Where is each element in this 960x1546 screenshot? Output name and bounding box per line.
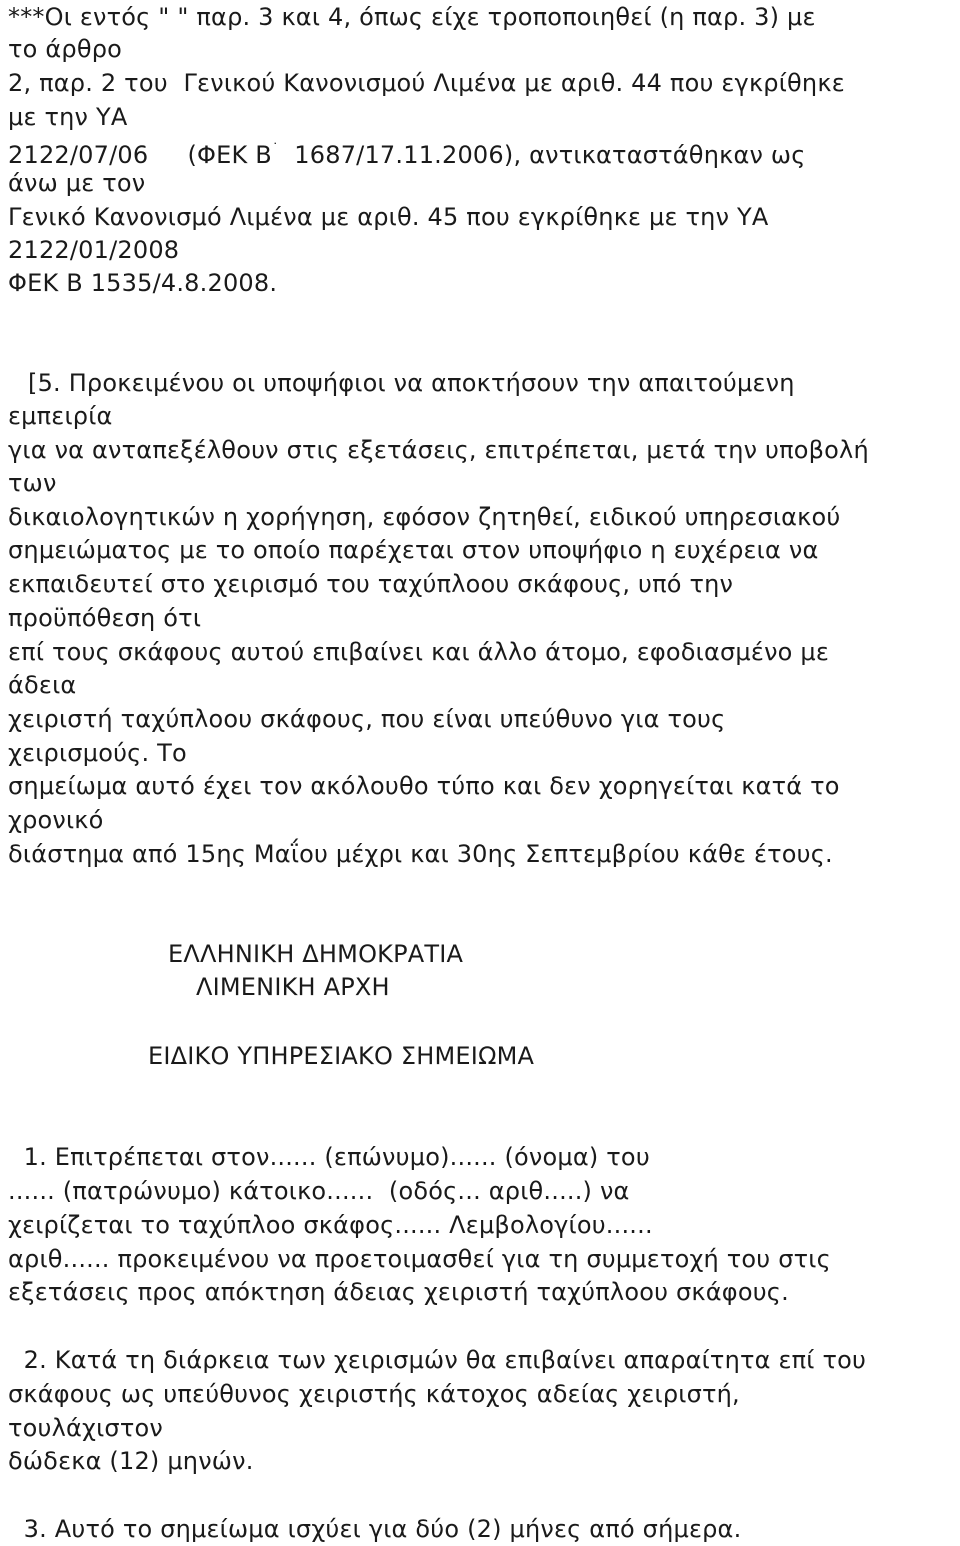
paragraph-line: διάστημα από 15ης Μαΐου μέχρι και 30ης Σεπτεμβρίου κάθε έτους. — [8, 840, 833, 868]
footnote-line: 2122/01/2008 — [8, 236, 180, 264]
paragraph-line: επί τους σκάφους αυτού επιβαίνει και άλλο άτομο, εφοδιασμένο με — [8, 638, 830, 666]
paragraph-line: χειρισμούς. Το — [8, 739, 187, 767]
item-line: σκάφους ως υπεύθυνος χειριστής κάτοχος αδείας χειριστή, — [8, 1380, 740, 1408]
paragraph-line: για να ανταπεξέλθουν στις εξετάσεις, επιτρέπεται, μετά την υποβολή — [8, 436, 869, 464]
paragraph-line: άδεια — [8, 671, 77, 699]
item-line: αριθ...... προκειμένου να προετοιμασθεί για τη συμμετοχή του στις — [8, 1245, 831, 1273]
item-line: εξετάσεις προς απόκτηση άδειας χειριστή ταχύπλοου σκάφους. — [8, 1278, 789, 1306]
item-line: χειρίζεται το ταχύπλοο σκάφος...... Λεμβολογίου...... — [8, 1211, 653, 1239]
item-line: 2. Κατά τη διάρκεια των χειρισμών θα επιβαίνει απαραίτητα επί του — [8, 1346, 867, 1374]
paragraph-line: εμπειρία — [8, 402, 113, 430]
footnote-line: με την ΥΑ — [8, 103, 128, 131]
item-line: ...... (πατρώνυμο) κάτοικο...... (οδός... αριθ.....) να — [8, 1177, 630, 1205]
form-title: ΕΙΔΙΚΟ ΥΠΗΡΕΣΙΑΚΟ ΣΗΜΕΙΩΜΑ — [148, 1042, 535, 1070]
paragraph-line: προϋπόθεση ότι — [8, 604, 202, 632]
footnote-line: 2, παρ. 2 του Γενικού Κανονισμού Λιμένα με αριθ. 44 που εγκρίθηκε — [8, 69, 845, 97]
footnote-line: το άρθρο — [8, 35, 123, 63]
dot-mark: ˙ — [271, 142, 279, 157]
item-line: τουλάχιστον — [8, 1414, 163, 1442]
item-line: δώδεκα (12) μηνών. — [8, 1447, 254, 1475]
authority-heading: ΛΙΜΕΝΙΚΗ ΑΡΧΗ — [196, 973, 390, 1001]
footnote-line: ΦΕΚ Β 1535/4.8.2008. — [8, 269, 278, 297]
paragraph-line: δικαιολογητικών η χορήγηση, εφόσον ζητηθεί, ειδικού υπηρεσιακού — [8, 503, 841, 531]
paragraph-line: χρονικό — [8, 806, 104, 834]
footnote-line-fek-part2: 1687/17.11.2006), αντικαταστάθηκαν ως — [278, 141, 806, 169]
paragraph-line: [5. Προκειμένου οι υποψήφιοι να αποκτήσουν την απαιτούμενη — [28, 369, 795, 397]
paragraph-line: σημείωμα αυτό έχει τον ακόλουθο τύπο και δεν χορηγείται κατά το — [8, 772, 840, 800]
footnote-line: Γενικό Κανονισμό Λιμένα με αριθ. 45 που εγκρίθηκε με την ΥΑ — [8, 203, 769, 231]
footnote-line-fek-part1: 2122/07/06 (ΦΕΚ Β — [8, 141, 272, 169]
footnote-line: άνω με τον — [8, 169, 146, 197]
country-heading: ΕΛΛΗΝΙΚΗ ΔΗΜΟΚΡΑΤΙΑ — [168, 940, 464, 968]
item-line: 1. Επιτρέπεται στον...... (επώνυμο)...... (όνομα) του — [8, 1143, 650, 1171]
item-line: 3. Αυτό το σημείωμα ισχύει για δύο (2) μήνες από σήμερα. — [8, 1515, 742, 1543]
footnote-line: ***Οι εντός " " παρ. 3 και 4, όπως είχε τροποποιηθεί (η παρ. 3) με — [8, 3, 816, 31]
paragraph-line: σημειώματος με το οποίο παρέχεται στον υποψήφιο η ευχέρεια να — [8, 536, 819, 564]
paragraph-line: των — [8, 469, 57, 497]
paragraph-line: εκπαιδευτεί στο χειρισμό του ταχύπλοου σκάφους, υπό την — [8, 570, 734, 598]
paragraph-line: χειριστή ταχύπλοου σκάφους, που είναι υπεύθυνο για τους — [8, 705, 726, 733]
